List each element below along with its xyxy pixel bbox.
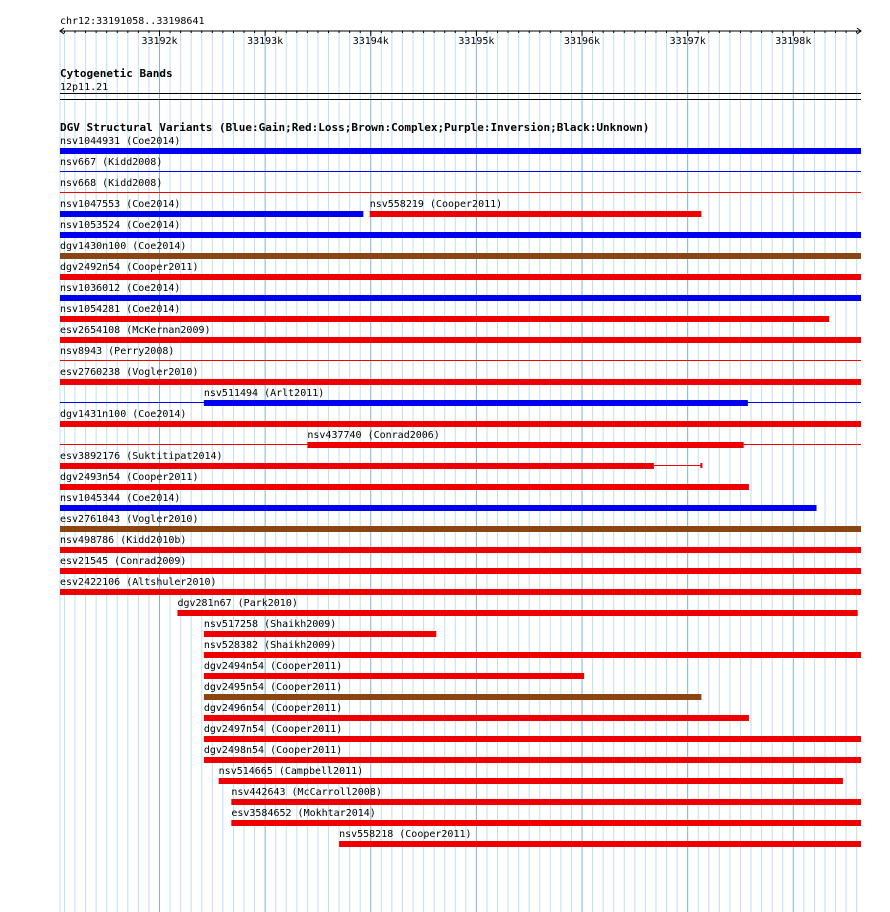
sv-feature-label: nsv1036012 (Coe2014) xyxy=(60,283,181,294)
ruler-tick-label: 33197k xyxy=(669,36,706,47)
sv-feature-label: esv2761043 (Vogler2010) xyxy=(60,514,199,525)
sv-feature-label: dgv2492n54 (Cooper2011) xyxy=(60,262,199,273)
sv-feature-bar xyxy=(339,841,861,847)
sv-feature-label: nsv1047553 (Coe2014) xyxy=(60,199,181,210)
sv-feature-label: nsv1045344 (Coe2014) xyxy=(60,493,181,504)
sv-feature-label: nsv667 (Kidd2008) xyxy=(60,157,163,168)
sv-feature[interactable] xyxy=(204,745,861,763)
sv-feature-bar xyxy=(204,400,748,406)
sv-feature-bar xyxy=(177,610,857,616)
sv-feature-label: esv2760238 (Vogler2010) xyxy=(60,367,199,378)
ruler-tick-label: 33198k xyxy=(775,36,812,47)
sv-feature[interactable] xyxy=(177,598,857,616)
ruler-tick-label: 33192k xyxy=(141,36,178,47)
sv-feature-bar xyxy=(204,757,861,763)
ruler-tick-label: 33195k xyxy=(458,36,495,47)
sv-feature-bar xyxy=(204,736,861,742)
sv-feature-label: nsv8943 (Perry2008) xyxy=(60,346,175,357)
sv-feature-label: esv21545 (Conrad2009) xyxy=(60,556,187,567)
sv-feature-bar xyxy=(219,778,843,784)
sv-feature-label: dgv2496n54 (Cooper2011) xyxy=(203,703,343,714)
sv-feature-bar xyxy=(60,295,861,301)
sv-feature-label: dgv2498n54 (Cooper2011) xyxy=(203,745,343,756)
cytoband-label: 12p11.21 xyxy=(60,82,109,93)
cytoband-bar-top xyxy=(60,93,861,94)
sv-feature-bar xyxy=(60,148,861,154)
sv-feature-label: dgv1430n100 (Coe2014) xyxy=(60,241,187,252)
sv-feature[interactable] xyxy=(60,451,701,469)
sv-feature-bar xyxy=(60,505,817,511)
sv-feature-label: nsv558219 (Cooper2011) xyxy=(369,199,503,210)
sv-feature[interactable] xyxy=(204,619,436,637)
sv-feature-bar xyxy=(60,568,861,574)
sv-feature-bar xyxy=(60,526,861,532)
sv-feature-bar xyxy=(60,589,861,595)
sv-feature-label: esv3584652 (Mokhtar2014) xyxy=(231,808,376,819)
sv-feature-bar xyxy=(60,463,654,469)
sv-feature-label: esv3892176 (Suktitipat2014) xyxy=(60,451,223,462)
sv-feature-label: esv2654108 (McKernan2009) xyxy=(60,325,211,336)
sv-feature-bar xyxy=(204,652,861,658)
sv-feature-label: dgv2493n54 (Cooper2011) xyxy=(60,472,199,483)
sv-feature-label: nsv1053524 (Coe2014) xyxy=(60,220,181,231)
sv-feature-bar xyxy=(60,421,861,427)
sv-feature[interactable] xyxy=(219,766,843,784)
sv-feature-bar xyxy=(204,715,749,721)
sv-feature-bar xyxy=(60,337,861,343)
sv-feature-bar xyxy=(307,442,743,448)
sv-feature-bar xyxy=(231,820,861,826)
sv-feature[interactable] xyxy=(204,640,861,658)
sv-feature-bar xyxy=(204,694,702,700)
sv-feature-bar xyxy=(60,211,363,217)
sv-feature[interactable] xyxy=(204,724,861,742)
sv-feature-label: dgv2494n54 (Cooper2011) xyxy=(203,661,343,672)
sv-feature-label: dgv2495n54 (Cooper2011) xyxy=(203,682,343,693)
sv-feature-label: nsv1044931 (Coe2014) xyxy=(60,136,181,147)
cytoband-track-title: Cytogenetic Bands xyxy=(60,67,173,80)
sv-feature-bar xyxy=(204,631,436,637)
sv-feature-bar xyxy=(60,547,861,553)
sv-feature-bar xyxy=(60,379,861,385)
sv-feature-label: nsv511494 (Arlt2011) xyxy=(203,388,325,399)
sv-feature[interactable] xyxy=(60,493,817,511)
sv-feature-bar xyxy=(204,673,584,679)
sv-feature-bar xyxy=(60,484,749,490)
sv-feature-label: dgv1431n100 (Coe2014) xyxy=(60,409,187,420)
sv-feature-label: nsv1054281 (Coe2014) xyxy=(60,304,181,315)
ruler-tick-label: 33194k xyxy=(352,36,389,47)
sv-feature-bar xyxy=(60,316,829,322)
sv-feature-label: nsv514665 (Campbell2011) xyxy=(218,766,364,777)
sv-feature-label: nsv517258 (Shaikh2009) xyxy=(203,619,337,630)
sv-feature-label: nsv498786 (Kidd2010b) xyxy=(60,535,187,546)
ruler-tick-label: 33196k xyxy=(563,36,601,47)
sv-feature[interactable] xyxy=(370,199,702,217)
sv-feature[interactable] xyxy=(231,787,861,805)
sv-feature-label: dgv2497n54 (Cooper2011) xyxy=(203,724,343,735)
sv-feature-label: esv2422106 (Altshuler2010) xyxy=(60,577,217,588)
sv-feature-label: nsv528382 (Shaikh2009) xyxy=(203,640,337,651)
sv-feature-label: nsv437740 (Conrad2006) xyxy=(307,430,440,441)
sv-feature[interactable] xyxy=(204,682,702,700)
sv-feature-bar xyxy=(60,274,861,280)
sv-feature-label: nsv442643 (McCarroll2008) xyxy=(231,787,382,798)
sv-feature-bar xyxy=(60,253,861,259)
ruler-tick-label: 33193k xyxy=(247,36,284,47)
sv-feature-label: nsv668 (Kidd2008) xyxy=(60,178,163,189)
sv-feature-label: nsv558218 (Cooper2011) xyxy=(339,829,472,840)
sv-feature[interactable] xyxy=(204,661,584,679)
ruler-label: chr12:33191058..33198641 xyxy=(60,16,205,27)
cytoband-bar-bottom xyxy=(60,99,861,100)
sv-feature-bar xyxy=(60,232,861,238)
sv-feature-label: dgv281n67 (Park2010) xyxy=(177,598,298,609)
sv-feature[interactable] xyxy=(231,808,861,826)
sv-feature-bar xyxy=(231,799,861,805)
sv-feature-bar xyxy=(370,211,702,217)
dgv-track-title: DGV Structural Variants (Blue:Gain;Red:Loss;Brown:Complex;Purple:Inversion;Black:Unknown) xyxy=(60,121,650,134)
